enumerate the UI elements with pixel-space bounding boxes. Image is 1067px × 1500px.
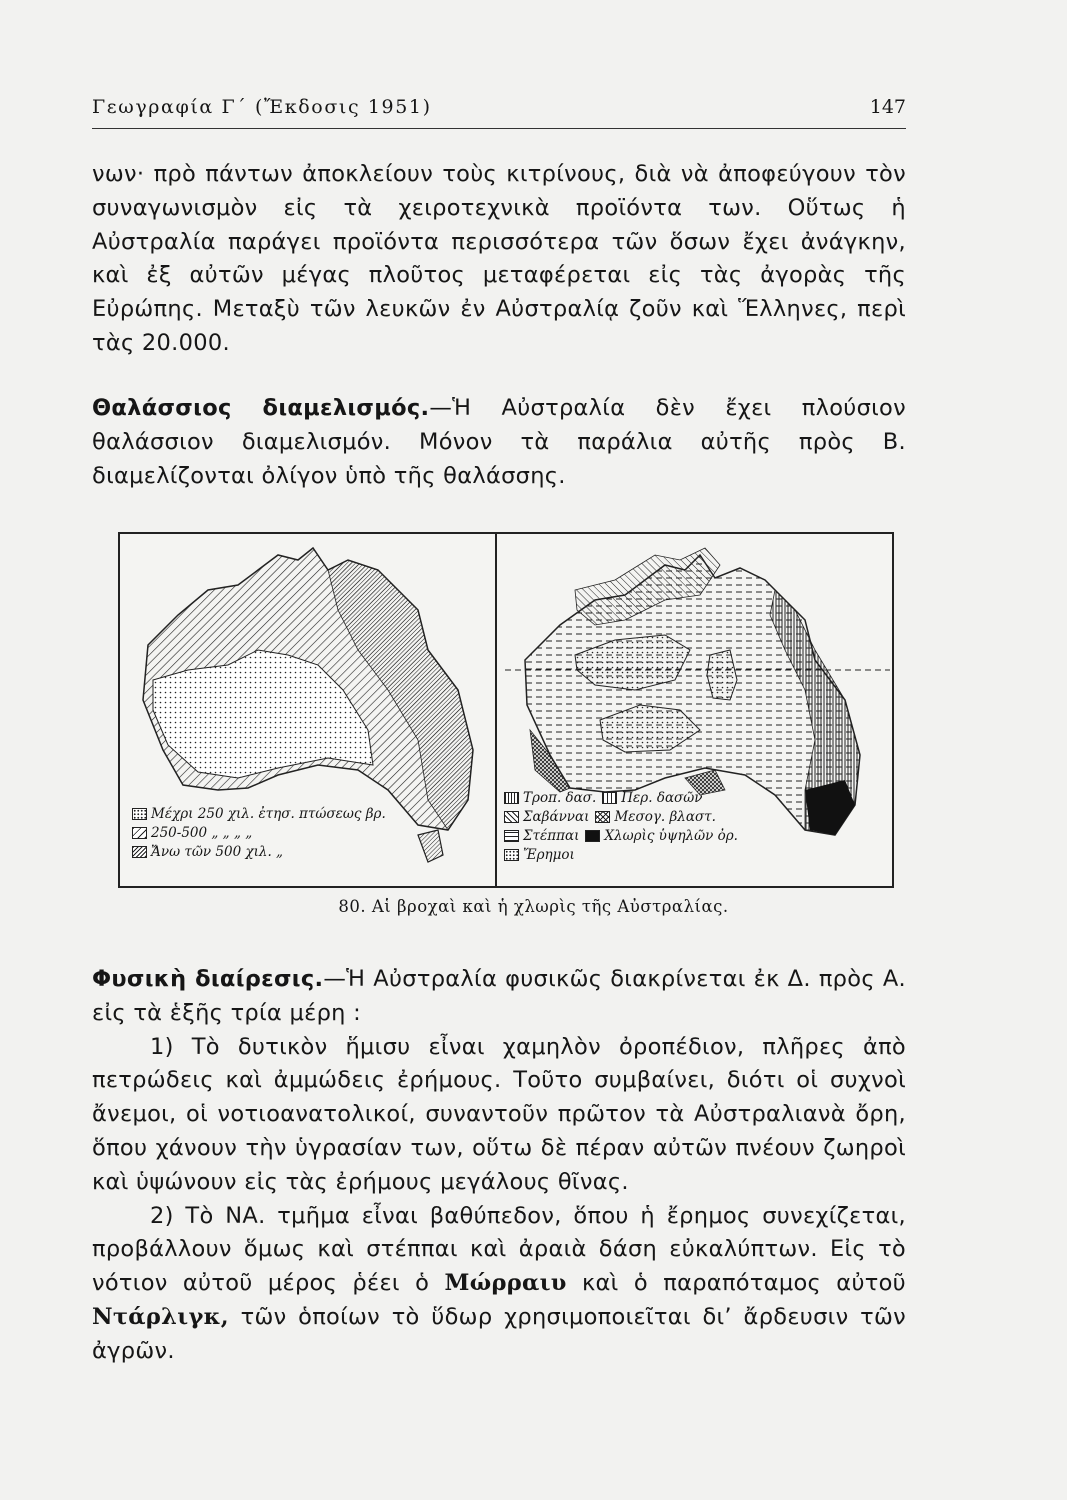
legend-row: [504, 845, 738, 864]
legend-item: [132, 842, 386, 861]
figure-caption: 80. Αἱ βροχαὶ καὶ ἡ χλωρὶς τῆς Αὐστραλίας.: [338, 897, 729, 916]
dots-swatch-icon: [504, 849, 519, 861]
cross-swatch-icon: [595, 811, 610, 823]
legend-item: [595, 809, 716, 825]
legend-row: [504, 826, 738, 845]
legend-row: [504, 788, 738, 807]
legend-label: 250-500 „ „ „ „: [151, 824, 253, 841]
page-number: 147: [869, 96, 906, 118]
running-title: Γεωγραφία Γ΄ (Ἔκδοσις 1951): [92, 96, 432, 118]
paragraph-continuation: νων· πρὸ πάντων ἀποκλείουν τοὺς κιτρίνους, διὰ νὰ ἀποφεύγουν τὸν συναγωνισμὸν εἰς τὰ χειροτεχνικὰ προϊόντα των. Οὕτως ἡ Αὐστραλία παράγει προϊόντα περισσότερα τῶν ὅσων ἔχει ἀνάγκην, καὶ ἐξ αὐτῶν μέγας πλοῦτος μεταφέρεται εἰς τὰς ἀγορὰς τῆς Εὐρώπης. Μεταξὺ τῶν λευκῶν ἐν Αὐστραλίᾳ ζοῦν καὶ Ἕλληνες, περὶ τὰς 20.000.: [92, 161, 906, 356]
dense-hatch-swatch-icon: [132, 846, 147, 858]
sparse-hatch-swatch-icon: [132, 827, 147, 839]
river-murray: Μώρραιυ: [444, 1270, 567, 1297]
vertical-swatch-icon: [504, 792, 519, 804]
figure-maps: [118, 532, 894, 888]
legend-label: Τροπ. δασ.: [523, 789, 597, 806]
legend-label: Ἄνω τῶν 500 χιλ. „: [151, 843, 284, 860]
section-intro-physical: [92, 963, 906, 1031]
legend-item: [132, 823, 386, 842]
legend-label: Ἔρημοι: [523, 846, 575, 863]
legend-label: Περ. δασῶν: [621, 789, 703, 806]
legend-label: Μεσογ. βλαστ.: [614, 808, 716, 825]
legend-label: Μέχρι 250 χιλ. ἐτησ. πτώσεως βρ.: [151, 805, 386, 822]
section-heading-physical: Φυσικὴ διαίρεσις.: [92, 966, 324, 992]
rainfall-legend: [132, 804, 386, 861]
item-text: 2) Τὸ ΝΑ. τμῆμα εἶναι βαθύπεδον, ὅπου ἡ ἔρημος συνεχίζεται, προβάλλουν ὅμως καὶ στέππαι καὶ ἀραιὰ δάση εὐκαλύπτων. Εἰς τὸ νότιον αὐτοῦ μέρος ῥέει ὁ: [92, 1202, 906, 1297]
section-heading-sea: Θαλάσσιος διαμελισμός.: [92, 395, 430, 421]
legend-label: Χλωρὶς ὑψηλῶν ὀρ.: [604, 827, 738, 844]
legend-item: [132, 804, 386, 823]
item-west: 1) Τὸ δυτικὸν ἥμισυ εἶναι χαμηλὸν ὀροπέδιον, πλῆρες ἀπὸ πετρώδεις καὶ ἀμμώδεις ἐρήμους. Τοῦτο συμβαίνει, διότι οἱ συχνοὶ ἄνεμοι, οἱ νοτιοανατολικοί, συναντοῦν πρῶτον τὰ Αὐστραλιανὰ ὄρη, ὅπου χάνουν τὴν ὑγρασίαν των, οὕτω δὲ πέραν αὐτῶν πνέουν ζωηροὶ καὶ ὑψώνουν εἰς τὰς ἐρήμους μεγάλους θῖνας.: [92, 1033, 906, 1195]
item-text: τῶν ὁποίων τὸ ὕδωρ χρησιμοποιεῖται δι’ ἄρδευσιν τῶν ἀγρῶν.: [92, 1303, 906, 1364]
legend-label: Στέππαι: [523, 827, 580, 844]
dashes-swatch-icon: [504, 830, 519, 842]
section-physical: [92, 963, 906, 1369]
legend-row: [504, 807, 738, 826]
legend-item: [602, 790, 702, 806]
legend-item: [585, 828, 738, 844]
page-header: [92, 96, 906, 129]
item-text: καὶ ὁ παραπόταμος αὐτοῦ: [581, 1270, 906, 1297]
dots-swatch-icon: [132, 808, 147, 820]
legend-label: Σαβάνναι: [523, 808, 590, 825]
section-sea: [92, 392, 906, 493]
item-southeast: [92, 1200, 906, 1369]
intro-text: —Ἡ Αὐστραλία φυσικῶς διακρίνεται ἐκ Δ. πρὸς Α. εἰς τὰ ἑξῆς τρία μέρη :: [92, 966, 906, 1026]
figure-divider: [495, 534, 497, 886]
vertical-sparse-swatch-icon: [602, 792, 617, 804]
vegetation-legend: [504, 788, 738, 864]
diagonal-swatch-icon: [504, 811, 519, 823]
river-darling: Ντάρλιγκ,: [92, 1303, 229, 1330]
section-text-sea: —Ἡ Αὐστραλία δὲν ἔχει πλούσιον θαλάσσιον διαμελισμόν. Μόνον τὰ παράλια αὐτῆς πρὸς Β. διαμελίζονται ὀλίγον ὑπὸ τῆς θαλάσσης.: [92, 395, 906, 489]
black-swatch-icon: [585, 830, 600, 842]
